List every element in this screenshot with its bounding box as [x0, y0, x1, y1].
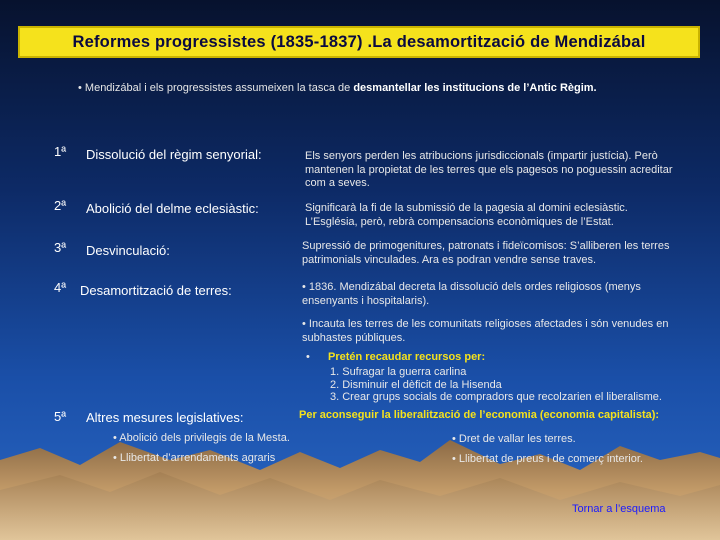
measure-item: • Dret de vallar les terres. [452, 433, 576, 445]
objective-item: 1. Sufragar la guerra carlina [330, 366, 467, 378]
row-5-aim: Per aconseguir la liberalització de l’economia (economia capitalista): [299, 409, 660, 421]
measures-right [452, 433, 643, 466]
intro-bold: desmantellar les institucions de l’Antic Règim. [353, 82, 597, 94]
intro-prefix: • Mendizábal i els progressistes assumeixen la tasca de [78, 82, 354, 94]
extra-line: subhastes públiques. [302, 331, 406, 344]
row-1-description [305, 150, 673, 191]
row-4-line: ensenyants i hospitalaris). [302, 294, 430, 307]
objectives-bullet: • [306, 351, 310, 363]
row-3-line: Supressió de primogenitures, patronats i fideïcomisos: S’alliberen les terres [302, 240, 670, 252]
objectives-list [330, 366, 662, 404]
row-3-number: 3ª [54, 240, 67, 255]
row-5-label: Altres mesures legislatives: [86, 410, 244, 425]
row-1-label: Dissolució del règim senyorial: [86, 147, 262, 162]
intro-text [78, 82, 597, 94]
row-2-line: L’Església, però, rebrà compensacions econòmiques de l’Estat. [305, 215, 614, 228]
objective-item: 2. Disminuir el dèficit de la Hisenda [330, 378, 502, 391]
row-1-line: Els senyors perden les atribucions jurisdiccionals (impartir justícia). Però [305, 150, 658, 162]
page-title: Reformes progressistes (1835-1837) .La desamortització de Mendizábal [18, 26, 700, 58]
measure-item: • Abolició dels privilegis de la Mesta. [113, 432, 290, 444]
desamortitzacio-extra [302, 318, 668, 345]
row-4-number: 4ª [54, 280, 67, 295]
row-1-number: 1ª [54, 144, 67, 159]
row-4-label: Desamortització de terres: [80, 283, 232, 298]
measures-left [113, 432, 290, 465]
measure-item: • Llibertat de preus i de comerç interior. [452, 452, 643, 465]
row-5-number: 5ª [54, 409, 67, 424]
row-2-line: Significarà la fi de la submissió de la pagesia al domini eclesiàstic. [305, 202, 628, 214]
row-2-number: 2ª [54, 198, 67, 213]
row-1-line: com a seves. [305, 177, 370, 189]
objectives-heading: Pretén recaudar recursos per: [328, 351, 486, 363]
row-2-label: Abolició del delme eclesiàstic: [86, 201, 259, 216]
back-link[interactable]: Tornar a l’esquema [572, 503, 666, 515]
extra-line: • Incauta les terres de les comunitats religioses afectades i són venudes en [302, 318, 669, 330]
objective-item: 3. Crear grups socials de compradors que recolzarien el liberalisme. [330, 391, 662, 403]
row-2-description [305, 202, 628, 229]
row-1-line: mantenen la propietat de les terres que els pagesos no poguessin acreditar [305, 163, 673, 176]
row-3-label: Desvinculació: [86, 243, 170, 258]
row-3-description [302, 240, 669, 267]
row-4-description [302, 281, 641, 308]
row-4-line: • 1836. Mendizábal decreta la dissolució dels ordes religiosos (menys [302, 281, 641, 293]
row-3-line: patrimonials vinculades. Ara es podran vendre sense traves. [302, 253, 597, 266]
measure-item: • Llibertat d’arrendaments agraris [113, 451, 276, 464]
